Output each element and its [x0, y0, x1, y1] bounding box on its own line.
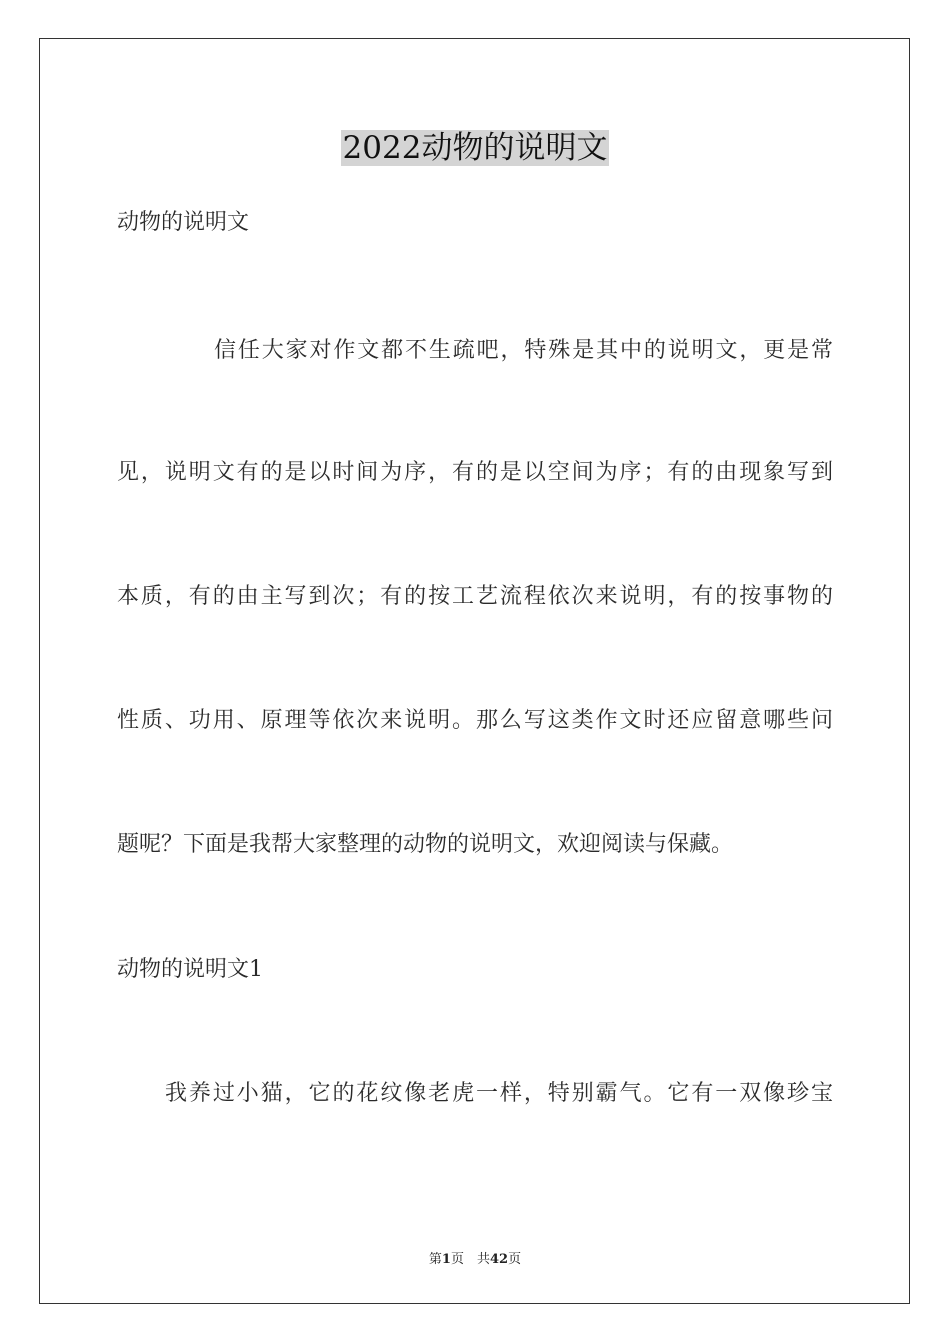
page-footer [0, 1248, 950, 1267]
footer-suffix: 页 [508, 1252, 522, 1267]
paragraph-line-4: 性质、功用、原理等依次来说明。那么写这类作文时还应留意哪些问 [117, 708, 833, 733]
paragraph2-line-1: 我养过小猫，它的花纹像老虎一样，特别霸气。它有一双像珍宝 [165, 1081, 833, 1106]
heading-animal-essay: 动物的说明文 [117, 210, 250, 235]
footer-page-number: 1 [441, 1252, 451, 1267]
paragraph-line-3: 本质，有的由主写到次；有的按工艺流程依次来说明，有的按事物的 [117, 584, 833, 609]
footer-prefix: 第 [428, 1252, 442, 1267]
paragraph-line-5: 题呢？下面是我帮大家整理的动物的说明文，欢迎阅读与保藏。 [117, 832, 734, 857]
paragraph-line-1: 信任大家对作文都不生疏吧，特殊是其中的说明文，更是常 [214, 338, 833, 363]
paragraph-line-2: 见，说明文有的是以时间为序，有的是以空间为序；有的由现象写到 [117, 460, 833, 485]
heading-animal-essay-1: 动物的说明文1 [117, 957, 263, 982]
document-title: 2022动物的说明文 [342, 130, 608, 166]
footer-middle: 页 共 [450, 1252, 490, 1267]
footer-total-pages: 42 [489, 1252, 509, 1267]
document-title-wrap [0, 128, 950, 168]
